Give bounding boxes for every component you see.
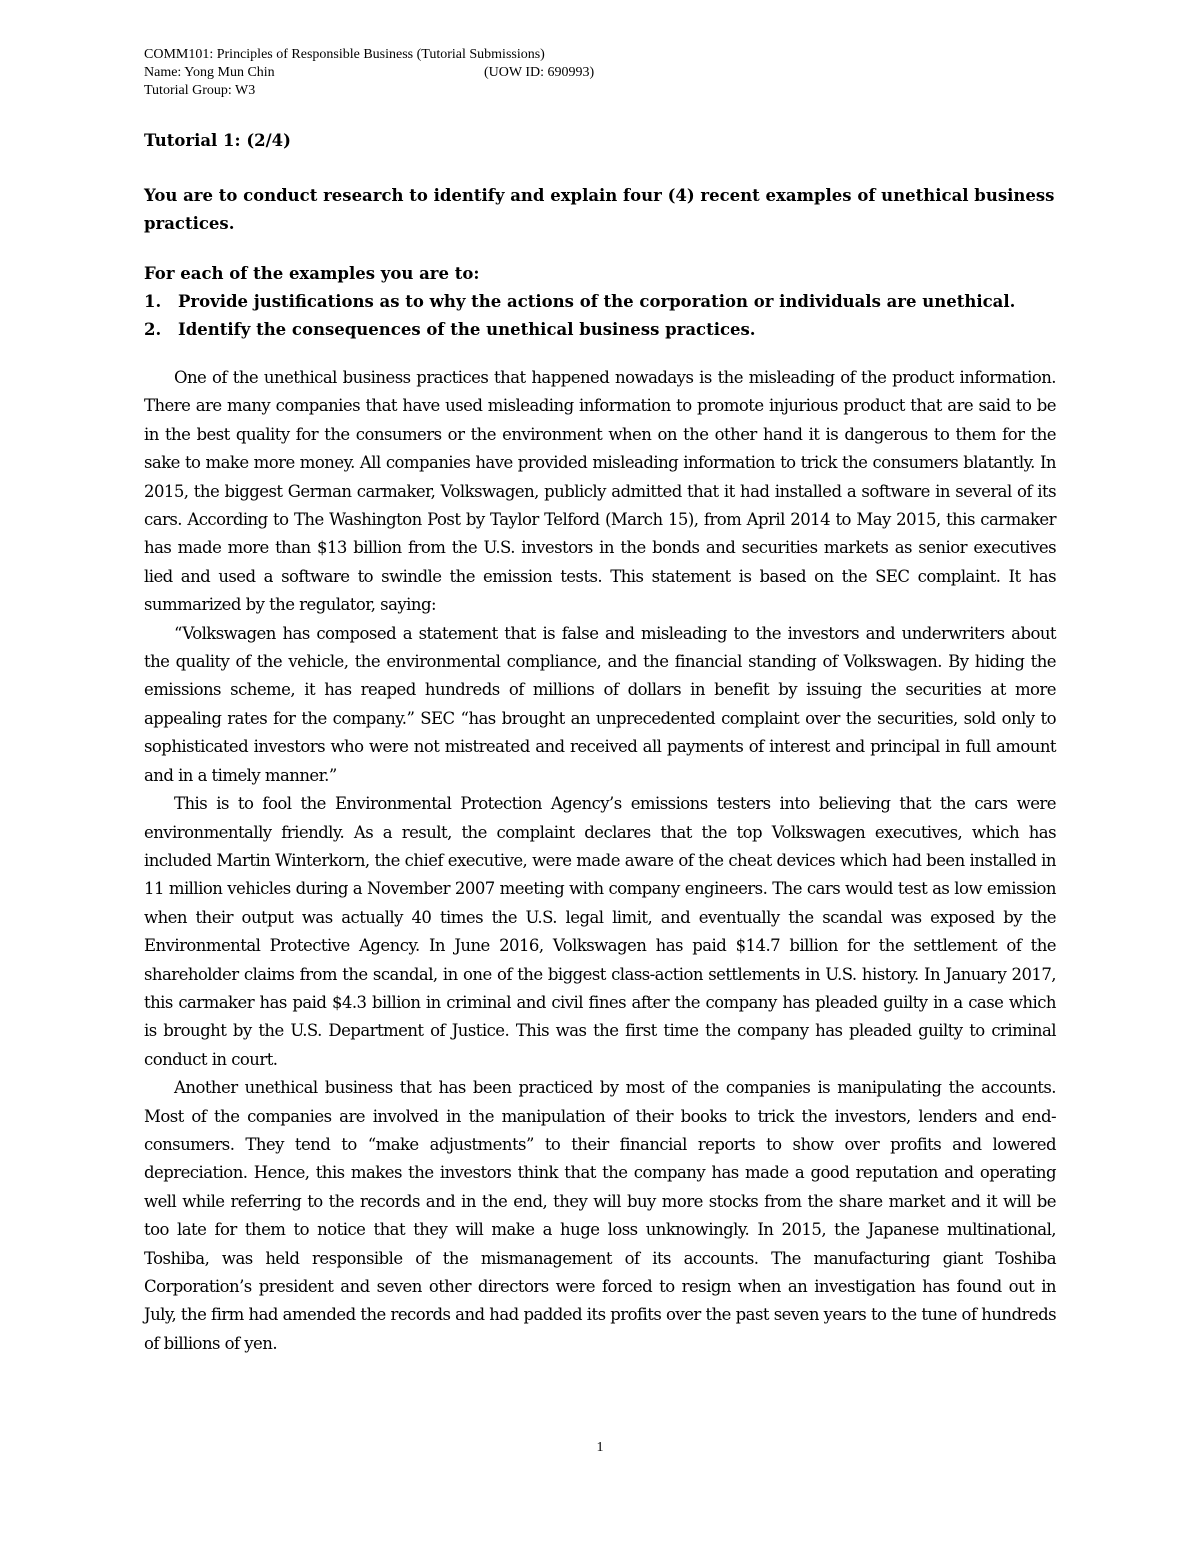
requirement-text: Provide justifications as to why the actions of the corporation or individuals are unethical. <box>178 292 1016 311</box>
course-title: COMM101: Principles of Responsible Business (Tutorial Submissions) <box>144 47 545 62</box>
task-prompt: You are to conduct research to identify and explain four (4) recent examples of unethical business practices. <box>144 186 1055 233</box>
requirement-text: Identify the consequences of the unethical business practices. <box>178 320 756 339</box>
course-line <box>144 46 545 64</box>
essay-body <box>144 364 1056 1358</box>
group-line <box>144 82 545 100</box>
student-id: (UOW ID: 690993) <box>484 65 595 80</box>
requirement-item <box>144 288 1056 316</box>
requirement-number: 1. <box>144 292 162 311</box>
page-number: 1 <box>596 1440 604 1455</box>
requirement-item <box>144 316 1056 344</box>
tutorial-title: Tutorial 1: (2/4) <box>144 131 291 150</box>
document-header <box>144 46 595 100</box>
essay-paragraph: Another unethical business that has been practiced by most of the companies is manipulating the accounts. Most of the companies are involved in the manipulation of their books to trick the investors, lenders and end-consumers. They tend to “make adjustments” to their financial reports to show over profits and lowered depreciation. Hence, this makes the investors think that the company has made a good reputation and operating well while referring to the records and in the end, they will buy more stocks from the share market and it will be too late for them to notice that they will make a huge loss unknowingly. In 2015, the Japanese multinational, Toshiba, was held responsible of the mismanagement of its accounts. The manufacturing giant Toshiba Corporation’s president and seven other directors were forced to resign when an investigation has found out in July, the firm had amended the records and had padded its profits over the past seven years to the tune of hundreds of billions of yen. <box>144 1078 1056 1353</box>
essay-paragraph: This is to fool the Environmental Protection Agency’s emissions testers into believing that the cars were environmentally friendly. As a result, the complaint declares that the top Volkswagen executives, which has included Martin Winterkorn, the chief executive, were made aware of the cheat devices which had been installed in 11 million vehicles during a November 2007 meeting with company engineers. The cars would test as low emission when their output was actually 40 times the U.S. legal limit, and eventually the scandal was exposed by the Environmental Protective Agency. In June 2016, Volkswagen has paid $14.7 billion for the settlement of the shareholder claims from the scandal, in one of the biggest class-action settlements in U.S. history. In January 2017, this carmaker has paid $4.3 billion in criminal and civil fines after the company has pleaded guilty in a case which is brought by the U.S. Department of Justice. This was the first time the company has pleaded guilty to criminal conduct in court. <box>144 794 1056 1069</box>
essay-paragraph: One of the unethical business practices that happened nowadays is the misleading of the product information. There are many companies that have used misleading information to promote injurious product that are said to be in the best quality for the consumers or the environment when on the other hand it is dangerous to them for the sake to make more money. All companies have provided misleading information to trick the consumers blatantly. In 2015, the biggest German carmaker, Volkswagen, publicly admitted that it had installed a software in several of its cars. According to The Washington Post by Taylor Telford (March 15), from April 2014 to May 2015, this carmaker has made more than $13 billion from the U.S. investors in the bonds and securities markets as senior executives lied and used a software to swindle the emission tests. This statement is based on the SEC complaint. It has summarized by the regulator, saying: <box>144 368 1056 615</box>
requirement-number: 2. <box>144 320 162 339</box>
student-name: Name: Yong Mun Chin <box>144 65 275 80</box>
student-line <box>144 64 595 82</box>
tutorial-group: Tutorial Group: W3 <box>144 83 256 98</box>
instructions-intro: For each of the examples you are to: <box>144 264 480 283</box>
requirements-list <box>144 288 1056 344</box>
document-content <box>144 130 1056 1358</box>
essay-paragraph: “Volkswagen has composed a statement that is false and misleading to the investors and underwriters about the quality of the vehicle, the environmental compliance, and the financial standing of Volkswagen. By hiding the emissions scheme, it has reaped hundreds of millions of dollars in benefit by issuing the securities at more appealing rates for the company.” SEC “has brought an unprecedented complaint over the securities, sold only to sophisticated investors who were not mistreated and received all payments of interest and principal in full amount and in a timely manner.” <box>144 623 1056 785</box>
